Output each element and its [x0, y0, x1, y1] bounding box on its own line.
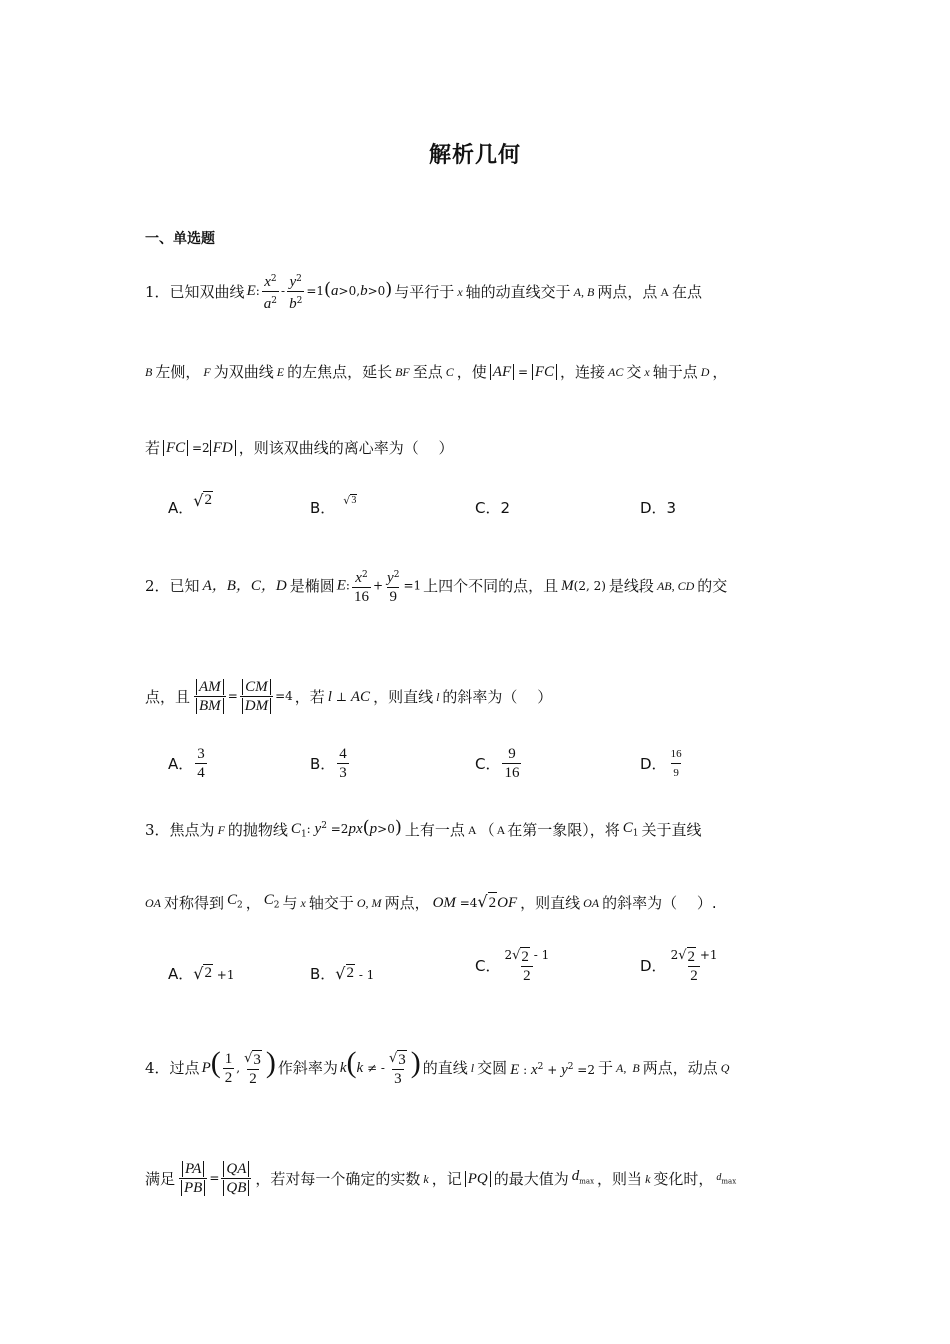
q1-math: F: [203, 365, 211, 379]
q3-math: OA: [145, 895, 161, 910]
q2-text: 已知: [169, 577, 200, 595]
q3-math: OM =4 √ 2 OF: [432, 892, 518, 912]
q2-line-1: [145, 566, 727, 606]
q2-math: A，B，C，D: [202, 578, 287, 594]
option-label: D．: [640, 755, 667, 773]
q1-text: 已知双曲线: [169, 282, 245, 301]
q2-math: l ⊥ AC: [327, 688, 371, 705]
q4-text: ，若对每一个确定的实数: [255, 1169, 421, 1188]
q3-text: ，则直线: [520, 893, 581, 912]
q2-text: 是线段: [608, 577, 654, 595]
option-value: 2 √ 2 +1 2: [670, 948, 718, 984]
option-value: √ 2: [193, 491, 212, 510]
q4-text: 变化时，: [653, 1169, 714, 1188]
q4-number: 4．: [145, 1059, 170, 1077]
q3-text: 与: [282, 893, 298, 912]
q4-text: 交圆: [477, 1059, 508, 1077]
option-label: C．: [475, 755, 501, 773]
option-label: D．: [640, 957, 667, 975]
q1-math: x: [457, 284, 463, 299]
q1-math: FC =2 FD: [163, 438, 236, 458]
option-label: C．: [475, 957, 501, 975]
q4-text: 于: [598, 1059, 614, 1077]
q2-option-d[interactable]: [640, 745, 686, 782]
q1-text: 与平行于: [394, 282, 455, 301]
q3-math: O, M: [356, 895, 382, 910]
page-title: 解析几何: [428, 143, 521, 168]
q3-option-b[interactable]: [310, 963, 374, 984]
option-value: 2 √ 2 - 1 2: [504, 948, 550, 984]
q3-math: $C_2$: [227, 892, 243, 911]
q2-math: l: [436, 689, 440, 704]
q1-text: ，: [712, 363, 728, 381]
option-value: $\frac{16}{9}$: [669, 745, 684, 782]
q1-number: 1．: [145, 282, 170, 301]
q1-math: A: [660, 284, 670, 299]
option-label: C．2: [475, 499, 511, 517]
option-value: √ 2 +1: [193, 964, 235, 983]
q3-parabola-formula: $C_1$: $y^2 =2px(p>0)$: [290, 817, 402, 840]
q1-text: 轴的动直线交于: [465, 282, 571, 301]
q4-math: A,: [616, 1061, 627, 1075]
q2-text: 的交: [697, 577, 728, 595]
q4-math: l: [470, 1061, 475, 1075]
q4-text: 两点，动点: [642, 1059, 718, 1077]
option-label: B．: [310, 755, 336, 773]
q2-text: ，若: [294, 687, 325, 706]
q4-text: ，记: [431, 1169, 462, 1188]
option-label: A．: [168, 755, 194, 773]
q3-number: 3．: [145, 821, 170, 840]
option-label: B．: [310, 499, 336, 517]
q1-math: AC: [608, 365, 624, 379]
q3-text: 对称得到: [164, 893, 225, 912]
q1-line-3: [145, 438, 453, 458]
q2-option-c[interactable]: [475, 745, 523, 782]
q1-line-2: [145, 362, 727, 382]
q1-math: D: [700, 365, 710, 379]
q3-option-c[interactable]: [475, 946, 553, 985]
q2-text: ，则直线: [373, 687, 434, 706]
q3-math: A: [467, 823, 477, 838]
q4-line-2: [145, 1160, 739, 1197]
q1-text: 至点: [412, 363, 443, 381]
q1-math: AF = FC: [490, 362, 557, 382]
q4-slope-formula: k(k ≠ - √ 3 3 ): [339, 1046, 421, 1087]
q2-text: 的斜率为（ ）: [442, 687, 553, 706]
q4-point-formula: P( $\frac{1}{2}$ , √ 3 2 ): [201, 1046, 276, 1087]
q1-math: E: [276, 365, 285, 379]
q1-text: ，连接: [559, 363, 605, 381]
q3-line-1: [145, 816, 702, 844]
option-value: √ 3: [343, 494, 357, 507]
q4-text: 作斜率为: [277, 1059, 338, 1077]
option-label: D．3: [640, 499, 677, 517]
q4-math: k: [645, 1171, 651, 1186]
option-label: B．: [310, 965, 336, 983]
q1-line-1: [145, 270, 702, 313]
q2-line-2: [145, 678, 552, 715]
q4-line-1: [145, 1048, 732, 1088]
q2-text: 点，且: [145, 687, 191, 706]
q3-option-d[interactable]: [640, 946, 722, 985]
q3-text: （: [479, 821, 495, 840]
q3-text: 在第一象限），将: [507, 821, 620, 840]
q2-text: 是椭圆: [289, 577, 335, 595]
option-label: A．: [168, 499, 194, 517]
q4-text: 的直线: [422, 1059, 468, 1077]
q1-math: x: [644, 365, 650, 379]
q3-text: ，: [245, 893, 261, 912]
q1-text: ，则该双曲线的离心率为（ ）: [238, 439, 454, 457]
option-value: $\frac{3}{4}$: [197, 746, 205, 781]
q3-math: x: [300, 895, 306, 910]
q2-text: 上四个不同的点，且: [423, 577, 559, 595]
q3-text: 两点，: [384, 893, 430, 912]
q2-math: AB, CD: [656, 579, 695, 593]
q3-text: 上有一点: [404, 821, 465, 840]
q4-text: 过点: [169, 1059, 200, 1077]
q3-math: $C_2$: [263, 892, 280, 911]
q4-circle-formula: E : $x^2 + y^2 =2$: [510, 1061, 595, 1078]
q2-number: 2．: [145, 577, 170, 595]
q2-option-b[interactable]: [310, 745, 351, 782]
q2-ratio-formula: $\frac{AM}{BM}$ = $\frac{CM}{DM}$ =4: [192, 678, 293, 715]
q4-math: Q: [720, 1061, 730, 1075]
q3-option-a[interactable]: [168, 963, 234, 984]
q1-option-d[interactable]: [640, 497, 676, 518]
q1-text: 轴于点: [652, 363, 698, 381]
q3-math: OA: [583, 895, 600, 910]
q1-option-c[interactable]: [475, 497, 510, 518]
q3-line-2: [145, 890, 717, 915]
q3-math: $C_1$: [622, 819, 639, 838]
q3-text: 的斜率为（ ）.: [602, 893, 717, 912]
q1-option-b[interactable]: [310, 494, 357, 518]
q1-math: C: [445, 365, 454, 379]
q1-hyperbola-formula: E: $\frac{x^2}{a^2}$ - $\frac{y^2}{b^2}$ =1(a>0,b>0): [246, 274, 393, 312]
q4-text: 满足: [145, 1169, 176, 1188]
section-heading: 一、单选题: [145, 231, 215, 247]
q4-math: $d_{max}$: [571, 1167, 595, 1186]
q2-ellipse-formula: E: $\frac{x^2}{16}$ + $\frac{y^2}{9}$ =1: [336, 570, 422, 605]
option-label: A．: [168, 965, 194, 983]
option-value: $\frac{9}{16}$: [504, 746, 520, 781]
q1-option-a[interactable]: [168, 491, 213, 518]
q3-text: 轴交于: [308, 893, 354, 912]
q3-text: 的抛物线: [227, 821, 288, 840]
q1-text: 两点，点: [597, 282, 658, 301]
q2-option-a[interactable]: [168, 745, 209, 782]
q4-math: PQ: [465, 1169, 491, 1189]
q1-text: 左侧，: [155, 363, 201, 381]
q4-math: $d_{max}$: [716, 1171, 737, 1186]
q1-text: 为双曲线: [213, 363, 274, 381]
q1-text: 在点: [672, 282, 703, 301]
q4-text: ，则当: [597, 1169, 643, 1188]
q4-math: k: [423, 1171, 429, 1186]
q1-text: 若: [145, 439, 161, 457]
option-value: $\frac{4}{3}$: [339, 746, 347, 781]
q1-text: ，使: [456, 363, 487, 381]
q1-text: 交: [626, 363, 642, 381]
q4-ratio-formula: $\frac{PA}{PB}$ = $\frac{QA}{QB}$: [177, 1160, 253, 1197]
q3-math: A: [496, 823, 506, 838]
q3-text: 关于直线: [641, 821, 702, 840]
q1-math: A, B: [573, 284, 595, 299]
q1-math: B: [145, 365, 153, 379]
q3-math: F: [217, 823, 225, 838]
q2-math: M(2, 2): [561, 578, 606, 594]
option-value: √ 2 - 1: [335, 964, 375, 983]
q4-text: 的最大值为: [493, 1169, 569, 1188]
q1-text: 的左焦点，延长: [287, 363, 393, 381]
q1-math: BF: [395, 365, 410, 379]
q4-math: B: [632, 1061, 640, 1075]
q3-text: 焦点为: [169, 821, 215, 840]
